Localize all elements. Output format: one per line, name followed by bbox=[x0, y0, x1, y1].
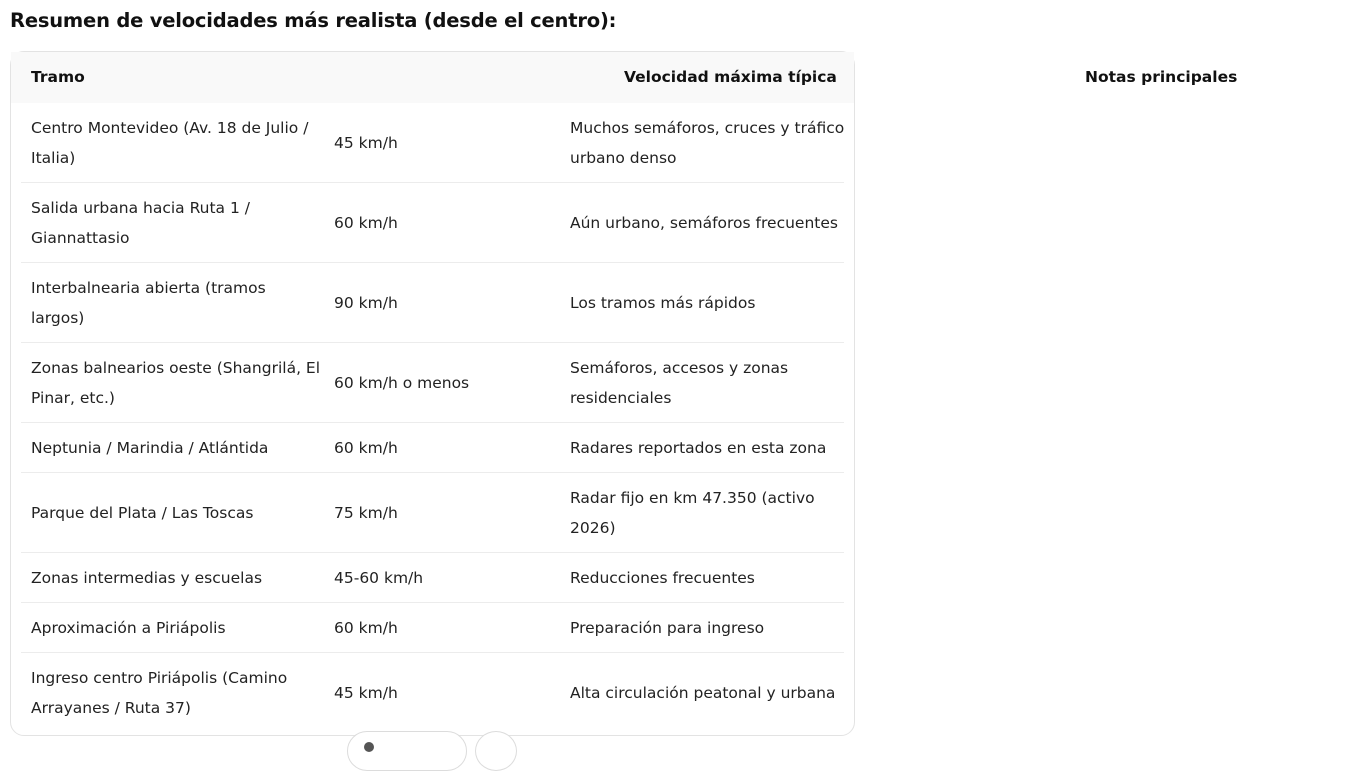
cell-velocidad: 60 km/h bbox=[334, 618, 398, 637]
table-row bbox=[21, 103, 844, 183]
cell-tramo: Centro Montevideo (Av. 18 de Julio / Italia) bbox=[31, 118, 309, 167]
table-row bbox=[21, 653, 844, 733]
table-row bbox=[21, 423, 844, 473]
cell-notas: Los tramos más rápidos bbox=[570, 293, 756, 312]
header-tramo bbox=[31, 52, 321, 103]
cell-velocidad: 45 km/h bbox=[334, 133, 398, 152]
pill-icon bbox=[364, 742, 374, 752]
table-row bbox=[21, 183, 844, 263]
summary-heading: Resumen de velocidades más realista (desde el centro): bbox=[10, 9, 617, 32]
scroll-pill-button[interactable] bbox=[347, 731, 467, 771]
cell-notas: Semáforos, accesos y zonas residenciales bbox=[570, 358, 789, 407]
table-row bbox=[21, 603, 844, 653]
cell-tramo: Zonas balnearios oeste (Shangrilá, El Pinar, etc.) bbox=[31, 358, 321, 407]
table-header-row bbox=[11, 52, 1238, 103]
cell-tramo: Parque del Plata / Las Toscas bbox=[31, 503, 254, 522]
header-notas bbox=[1085, 52, 1365, 103]
cell-velocidad: 60 km/h bbox=[334, 213, 398, 232]
header-tramo-label: Tramo bbox=[31, 68, 85, 86]
header-velocidad-label: Velocidad máxima típica bbox=[624, 68, 837, 86]
cell-tramo: Ingreso centro Piriápolis (Camino Arrayanes / Ruta 37) bbox=[31, 669, 288, 717]
cell-notas: Alta circulación peatonal y urbana bbox=[570, 684, 836, 702]
cell-notas: Preparación para ingreso bbox=[570, 618, 765, 637]
cell-notas: Muchos semáforos, cruces y tráfico urbano denso bbox=[570, 118, 845, 167]
round-action-button[interactable] bbox=[475, 731, 517, 771]
header-notas-label: Notas principales bbox=[1085, 68, 1238, 86]
cell-tramo: Zonas intermedias y escuelas bbox=[31, 568, 263, 587]
cell-notas: Reducciones frecuentes bbox=[570, 568, 755, 587]
cell-velocidad: 60 km/h bbox=[334, 438, 398, 457]
speed-table bbox=[10, 51, 1238, 736]
header-velocidad bbox=[624, 52, 849, 103]
cell-velocidad: 45-60 km/h bbox=[334, 568, 424, 587]
table-row bbox=[21, 343, 844, 423]
cell-tramo: Interbalnearia abierta (tramos largos) bbox=[31, 278, 266, 327]
cell-velocidad: 75 km/h bbox=[334, 503, 398, 522]
cell-velocidad: 45 km/h bbox=[334, 684, 398, 702]
cell-velocidad: 60 km/h o menos bbox=[334, 373, 470, 392]
cell-velocidad: 90 km/h bbox=[334, 293, 398, 312]
cell-notas: Radar fijo en km 47.350 (activo 2026) bbox=[570, 488, 815, 537]
table-row bbox=[21, 553, 844, 603]
cell-notas: Aún urbano, semáforos frecuentes bbox=[570, 213, 838, 232]
table-row bbox=[21, 473, 844, 553]
table-body bbox=[11, 103, 854, 733]
cell-tramo: Neptunia / Marindia / Atlántida bbox=[31, 438, 269, 457]
cell-tramo: Salida urbana hacia Ruta 1 / Giannattasio bbox=[31, 198, 250, 247]
cell-notas: Radares reportados en esta zona bbox=[570, 438, 827, 457]
table-row bbox=[21, 263, 844, 343]
cell-tramo: Aproximación a Piriápolis bbox=[31, 618, 226, 637]
